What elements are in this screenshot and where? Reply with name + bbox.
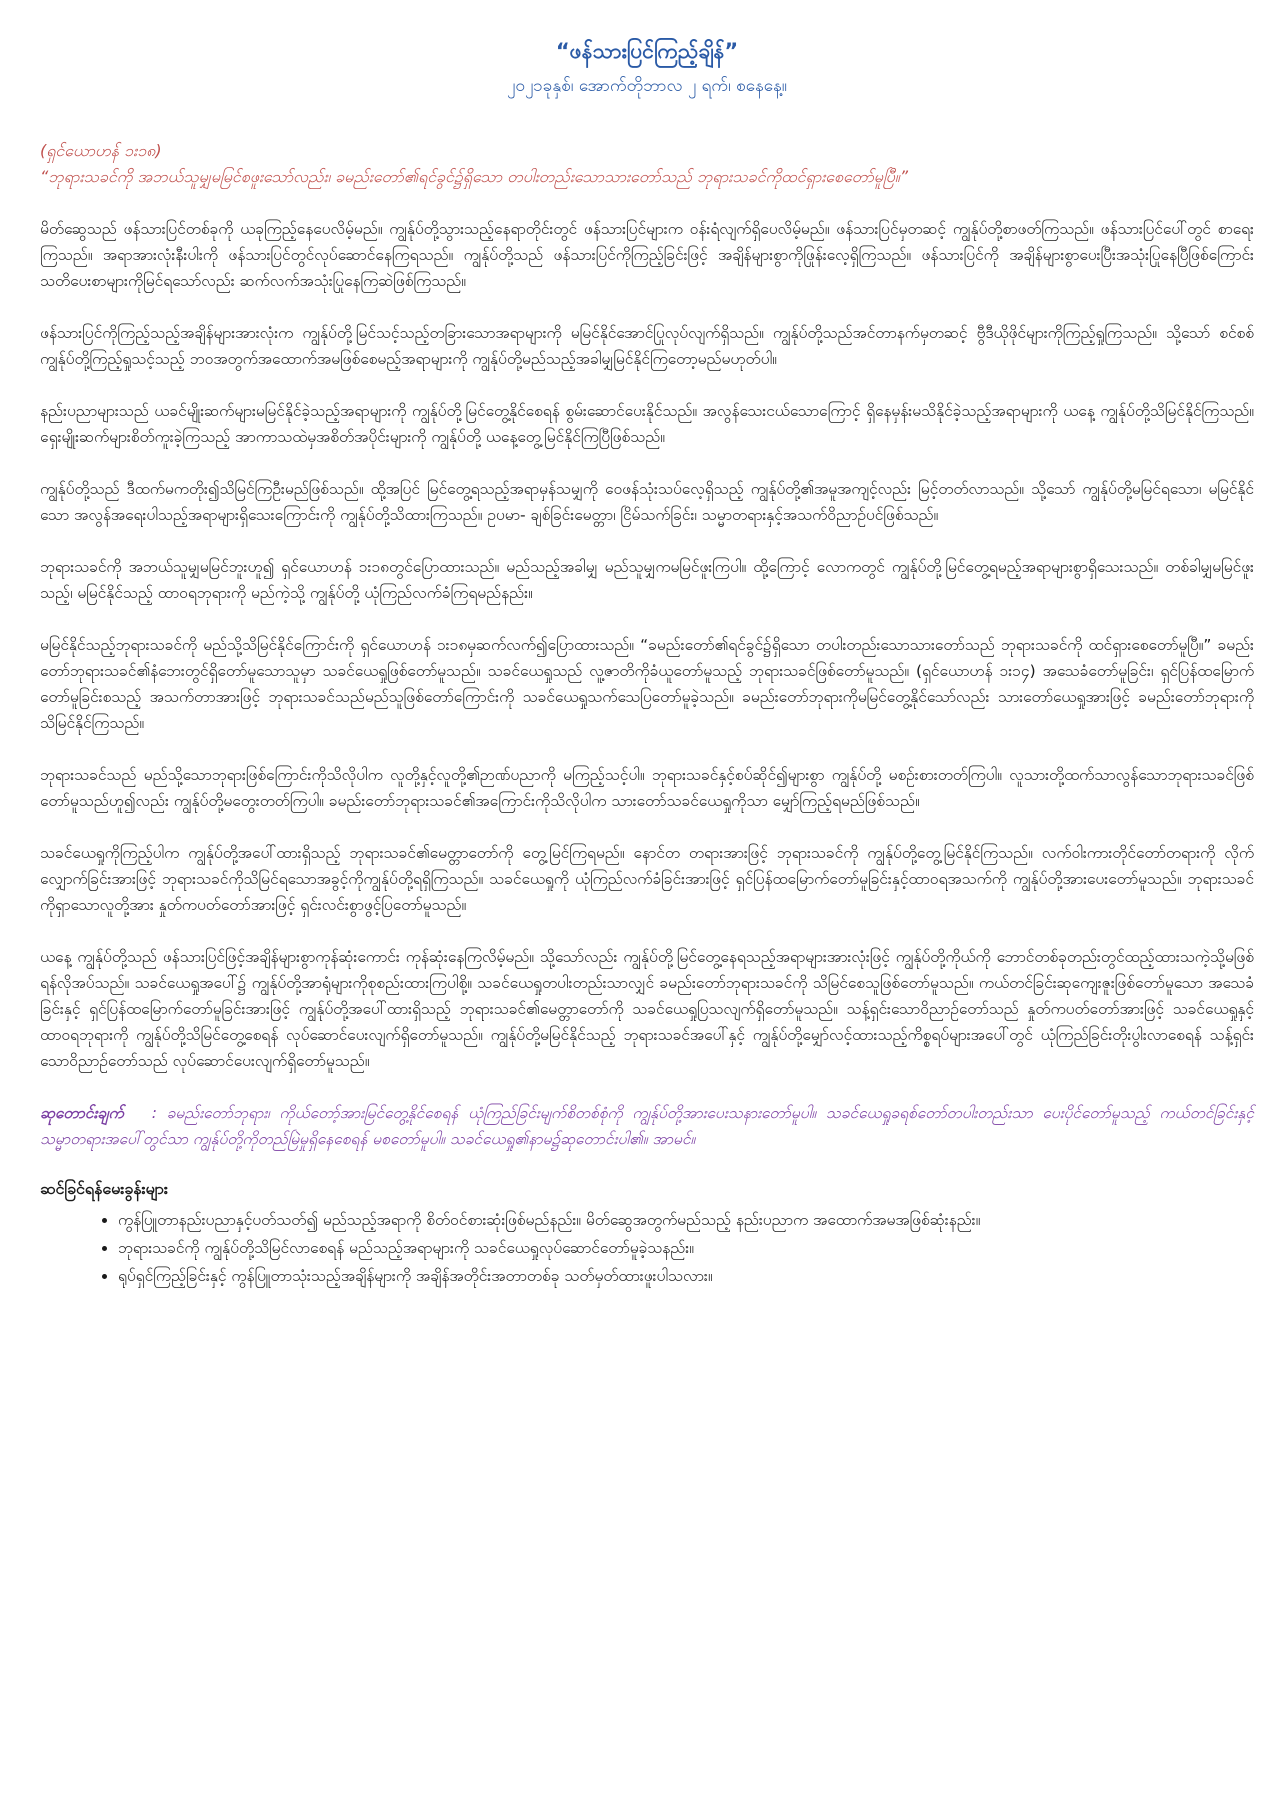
prayer <box>40 1100 1254 1152</box>
prayer-label: ဆုတောင်းချက် <box>40 1104 124 1122</box>
verse-text: “ဘုရားသခင်ကို အဘယ်သူမျှမမြင်စဖူးသော်လည်း၊ ခမည်းတော်၏ရင်ခွင်၌ရှိသော တပါးတည်းသောသားတော်သည် ဘုရားသခင်ကိုထင်ရှားစေတော်မူပြီ။” <box>40 167 909 186</box>
date-line: ၂၀၂၁ခုနှစ်၊ အောက်တိုဘာလ ၂ ရက်၊ စနေနေ့။ <box>507 76 787 96</box>
body-paragraph: မိတ်ဆွေသည် ဖန်သားပြင်တစ်ခုကို ယခုကြည့်နေပေလိမ့်မည်။ ကျွန်ုပ်တို့သွားသည့်နေရာတိုင်းတွင် ဖန်သားပြင်များက ဝန်းရံလျက်ရှိပေလိမ့်မည်။ ဖန်သားပြင်မှတဆင့် ကျွန်ုပ်တို့စာဖတ်ကြသည်။ ဖန်သားပြင်ပေါ်တွင် စာရေးကြသည်။ အရာအားလုံးနီးပါးကို ဖန်သားပြင်တွင်လုပ်ဆောင်နေကြရသည်။ ကျွန်ုပ်တို့သည် ဖန်သားပြင်ကိုကြည့်ခြင်းဖြင့် အချိန်များစွာကိုဖြုန်းလေ့ရှိကြသည်။ ဖန်သားပြင်ကို အချိန်များစွာပေးပြီးအသုံးပြုနေပြီဖြစ်ကြောင်း သတိပေးစာများကိုမြင်ရသော်လည်း ဆက်လက်အသုံးပြုနေကြဆဲဖြစ်ကြသည်။ <box>40 220 1254 290</box>
body-paragraph: ကျွန်ုပ်တို့သည် ဒီထက်မကတိုး၍သိမြင်ကြဦးမည်ဖြစ်သည်။ ထို့အပြင် မြင်တွေ့ရသည့်အရာမှန်သမျှကို ဝေဖန်သုံးသပ်လေ့ရှိသည့် ကျွန်ုပ်တို့၏အမူအကျင့်လည်း မြင့်တတ်လာသည်။ သို့သော် ကျွန်ုပ်တို့မမြင်ရသော၊ မမြင်နိုင်သော အလွန်အရေးပါသည့်အရာများရှိသေးကြောင်းကို ကျွန်ုပ်တို့သိထားကြသည်။ ဥပမာ- ချစ်ခြင်းမေတ္တာ၊ ငြိမ်သက်ခြင်း၊ သမ္မာတရားနှင့်အသက်ဝိညာဉ်ပင်ဖြစ်သည်။ <box>40 480 1254 524</box>
devotional-page <box>40 38 1254 1292</box>
header <box>40 38 1254 100</box>
question-item: • ရုပ်ရှင်ကြည့်ခြင်းနှင့် ကွန်ပြူတာသုံးသည့်အချိန်များကို အချိန်အတိုင်းအတာတစ်ခု သတ်မှတ်ထားဖူးပါသလား။ <box>118 1264 1254 1288</box>
body-paragraph: ဖန်သားပြင်ကိုကြည့်သည့်အချိန်များအားလုံးက ကျွန်ုပ်တို့မြင်သင့်သည့်တခြားသောအရာများကို မမြင်နိုင်အောင်ပြုလုပ်လျက်ရှိသည်။ ကျွန်ုပ်တို့သည်အင်တာနက်မှတဆင့် ဗွီဒီယိုဖိုင်များကိုကြည့်ရှုကြသည်။ သို့သော် စင်စစ်ကျွန်ုပ်တို့ကြည့်ရှုသင့်သည့် ဘဝအတွက်အထောက်အမဖြစ်စေမည့်အရာများကို ကျွန်ုပ်တို့မည်သည့်အခါမျှမြင်နိုင်ကြတော့မည်မဟုတ်ပါ။ <box>40 324 1254 368</box>
body-paragraph: ယနေ့ ကျွန်ုပ်တို့သည် ဖန်သားပြင်ဖြင့်အချိန်များစွာကုန်ဆုံးကောင်း ကုန်ဆုံးနေကြလိမ့်မည်။ သို့သော်လည်း ကျွန်ုပ်တို့မြင်တွေ့နေရသည့်အရာများအားလုံးဖြင့် ကျွန်ုပ်တို့ကိုယ်ကို ဘောင်တစ်ခုတည်းတွင်ထည့်ထားသကဲ့သို့မဖြစ်ရန်လိုအပ်သည်။ သခင်ယေရှုအပေါ်၌ ကျွန်ုပ်တို့အာရုံများကိုစုစည်းထားကြပါစို့။ သခင်ယေရှုတပါးတည်းသာလျှင် ခမည်းတော်ဘုရားသခင်ကို သိမြင်စေသူဖြစ်တော်မူသည်။ ကယ်တင်ခြင်းဆုကျေးဇူးဖြစ်တော်မူသော အသေခံခြင်းနှင့် ရှင်ပြန်ထမြောက်တော်မူခြင်းအားဖြင့် ကျွန်ုပ်တို့အပေါ်ထားရှိသည့် ဘုရားသခင်၏မေတ္တာတော်ကို သခင်ယေရှုပြသလျက်ရှိတော်မူသည်။ သန့်ရှင်းသောဝိညာဉ်တော်သည် နှုတ်ကပတ်တော်အားဖြင့် သခင်ယေရှုနှင့်ထာဝရဘုရားကို ကျွန်ုပ်တို့သိမြင်တွေ့စေရန် လုပ်ဆောင်ပေးလျက်ရှိတော်မူသည်။ ကျွန်ုပ်တို့မမြင်နိုင်သည့် ဘုရားသခင်အပေါ်နှင့် ကျွန်ုပ်တို့မျှော်လင့်ထားသည့်ကိစ္စရပ်များအပေါ်တွင် ယုံကြည်ခြင်းတိုးပွါးလာစေရန် သန့်ရှင်းသောဝိညာဉ်တော်သည် လုပ်ဆောင်ပေးလျက်ရှိတော်မူသည်။ <box>40 948 1254 1070</box>
questions-list <box>40 1208 1254 1288</box>
question-item: • ဘုရားသခင်ကို ကျွန်ုပ်တို့သိမြင်လာစေရန် မည်သည့်အရာများကို သခင်ယေရှုလုပ်ဆောင်တော်မူခဲ့သနည်း။ <box>118 1236 1254 1260</box>
verse-reference: (ရှင်ယောဟန် ၁း၁၈) <box>40 141 162 160</box>
body-paragraph: ဘုရားသခင်ကို အဘယ်သူမျှမမြင်ဘူးဟူ၍ ရှင်ယောဟန် ၁း၁၈တွင်ပြောထားသည်။ မည်သည့်အခါမျှ မည်သူမျှကမမြင်ဖူးကြပါ။ ထို့ကြောင့် လောကတွင် ကျွန်ုပ်တို့မြင်တွေ့ရမည့်အရာများစွာရှိသေးသည်။ တစ်ခါမျှမမြင်ဖူးသည့်၊ မမြင်နိုင်သည့် ထာဝရဘုရားကို မည်ကဲ့သို့ ကျွန်ုပ်တို့ ယုံကြည်လက်ခံကြရမည်နည်း။ <box>40 558 1254 602</box>
page-title: “ဖန်သားပြင်ကြည့်ချိန်” <box>555 39 739 63</box>
question-item: • ကွန်ပြူတာနည်းပညာနှင့်ပတ်သတ်၍ မည်သည့်အရာကို စိတ်ဝင်စားဆုံးဖြစ်မည်နည်း။ မိတ်ဆွေအတွက်မည်သည့် နည်းပညာက အထောက်အမအဖြစ်ဆုံးနည်း။ <box>118 1208 1254 1232</box>
questions-heading: ဆင်ခြင်ရန်မေးခွန်းများ <box>40 1179 168 1198</box>
body-paragraph: မမြင်နိုင်သည့်ဘုရားသခင်ကို မည်သို့သိမြင်နိုင်ကြောင်းကို ရှင်ယောဟန် ၁း၁၈မှဆက်လက်၍ပြောထားသည်။ “ခမည်းတော်၏ရင်ခွင်၌ရှိသော တပါးတည်းသောသားတော်သည် ဘုရားသခင်ကို ထင်ရှားစေတော်မူပြီ။” ခမည်းတော်ဘုရားသခင်၏နံဘေးတွင်ရှိတော်မူသောသူမှာ သခင်ယေရှုဖြစ်တော်မူသည်။ သခင်ယေရှုသည် လူ့ဇာတိကိုခံယူတော်မူသည့် ဘုရားသခင်ဖြစ်တော်မူသည်။ (ရှင်ယောဟန် ၁း၁၄) အသေခံတော်မူခြင်း၊ ရှင်ပြန်ထမြောက်တော်မူခြင်းစသည့် အသက်တာအားဖြင့် ဘုရားသခင်သည်မည်သူဖြစ်တော်ကြောင်းကို သခင်ယေရှုသက်သေပြတော်မူခဲ့သည်။ ခမည်းတော်ဘုရားကိုမမြင်တွေ့နိုင်သော်လည်း သားတော်ယေရှုအားဖြင့် ခမည်းတော်ဘုရားကို သိမြင်နိုင်ကြသည်။ <box>40 636 1254 732</box>
key-verse <box>40 138 1254 190</box>
prayer-text: : ခမည်းတော်ဘုရား၊ ကိုယ်တော့်အားမြင်တွေ့နိုင်စေရန် ယုံကြည်ခြင်းမျက်စိတစ်စုံကို ကျွန်ုပ်တို့အားပေးသနားတော်မူပါ။ သခင်ယေရှုခရစ်တော်တပါးတည်းသာ ပေးပိုင်တော်မူသည့် ကယ်တင်ခြင်းနှင့် သမ္မာတရားအပေါ်တွင်သာ ကျွန်ုပ်တို့ကိုတည်မြဲမှုရှိနေစေရန် မစတော်မူပါ။ သခင်ယေရှု၏နာမ၌ဆုတောင်းပါ၏။ အာမင်။ <box>40 1104 1254 1148</box>
body-paragraph: နည်းပညာများသည် ယခင်မျိုးဆက်များမမြင်နိုင်ခဲ့သည့်အရာများကို ကျွန်ုပ်တို့မြင်တွေ့နိုင်စေရန် စွမ်းဆောင်ပေးနိုင်သည်။ အလွန်သေးငယ်သောကြောင့် ရှိနေမှန်းမသိနိုင်ခဲ့သည့်အရာများကို ယနေ့ ကျွန်ုပ်တို့သိမြင်နိုင်ကြသည်။ ရှေးမျိုးဆက်များစိတ်ကူးခဲ့ကြသည့် အာကာသထဲမှအစိတ်အပိုင်းများကို ကျွန်ုပ်တို့ ယနေ့တွေ့မြင်နိုင်ကြပြီဖြစ်သည်။ <box>40 402 1254 446</box>
body-paragraph: ဘုရားသခင်သည် မည်သို့သောဘုရားဖြစ်ကြောင်းကိုသိလိုပါက လူတို့နှင့်လူတို့၏ဉာဏ်ပညာကို မကြည့်သင့်ပါ။ ဘုရားသခင်နှင့်စပ်ဆိုင်၍များစွာ ကျွန်ုပ်တို့ မစဉ်းစားတတ်ကြပါ။ လူသားတို့ထက်သာလွန်သောဘုရားသခင်ဖြစ်တော်မူသည်ဟူ၍လည်း ကျွန်ုပ်တို့မတွေးတတ်ကြပါ။ ခမည်းတော်ဘုရားသခင်၏အကြောင်းကိုသိလိုပါက သားတော်သခင်ယေရှုကိုသာ မျှော်ကြည့်ရမည်ဖြစ်သည်။ <box>40 766 1254 810</box>
body-paragraph: သခင်ယေရှုကိုကြည့်ပါက ကျွန်ုပ်တို့အပေါ်ထားရှိသည့် ဘုရားသခင်၏မေတ္တာတော်ကို တွေ့မြင်ကြရမည်။ နောင်တ တရားအားဖြင့် ဘုရားသခင်ကို ကျွန်ုပ်တို့တွေ့မြင်နိုင်ကြသည်။ လက်ဝါးကားတိုင်တော်တရားကို လိုက်လျှောက်ခြင်းအားဖြင့် ဘုရားသခင်ကိုသိမြင်ရသောအခွင့်ကိုကျွန်ုပ်တို့ရရှိကြသည်။ သခင်ယေရှုကို ယုံကြည်လက်ခံခြင်းအားဖြင့် ရှင်ပြန်ထမြောက်တော်မူခြင်းနှင့်ထာဝရအသက်ကို ကျွန်ုပ်တို့အားပေးတော်မူသည်။ ဘုရားသခင်ကိုရှာသောလူတို့အား နှုတ်ကပတ်တော်အားဖြင့် ရှင်းလင်းစွာဖွင့်ပြတော်မူသည်။ <box>40 844 1254 914</box>
